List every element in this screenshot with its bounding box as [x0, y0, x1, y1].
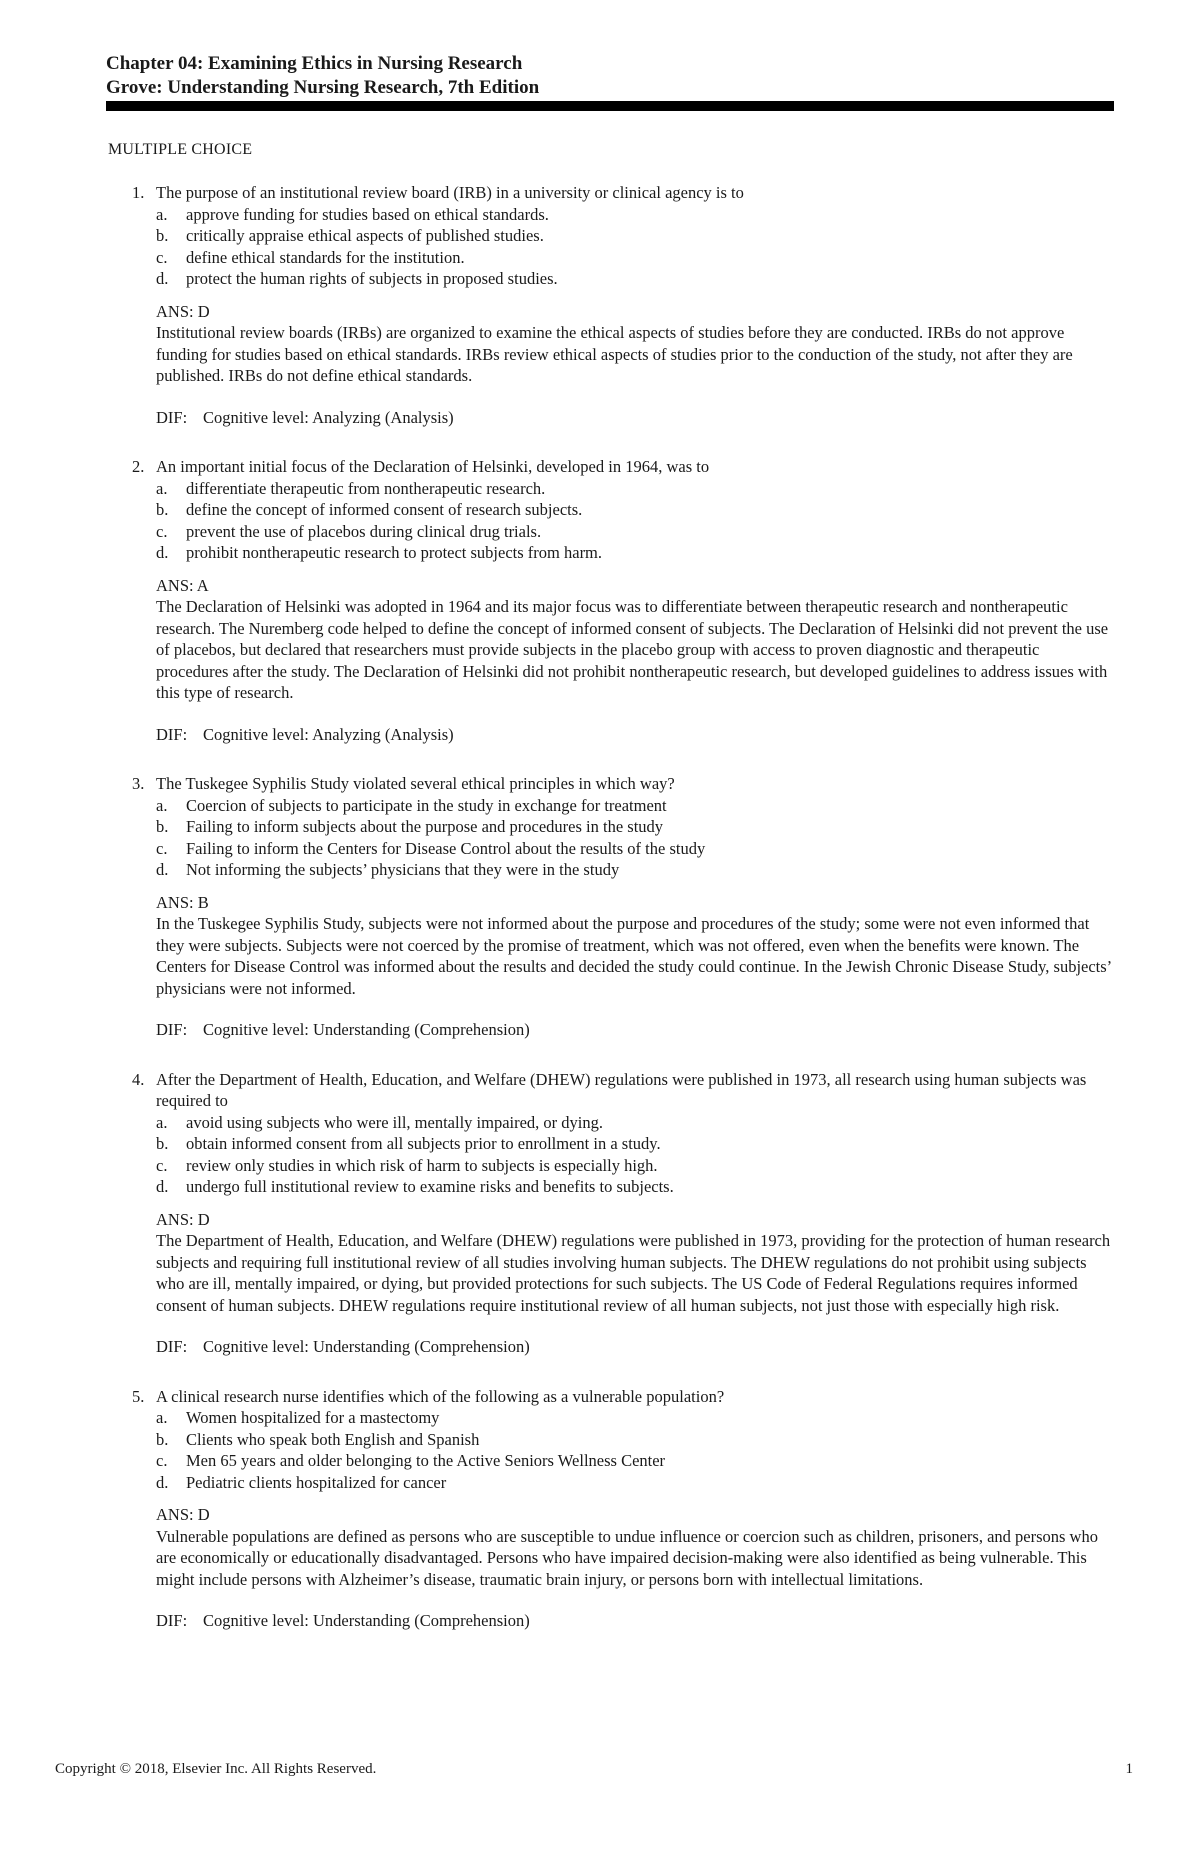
choice-letter: d.: [156, 543, 169, 562]
choice-letter: a.: [156, 1408, 168, 1427]
rationale: Institutional review boards (IRBs) are organized to examine the ethical aspects of studies before they are conducted. IRBs do not approve funding for studies based on ethical standards. IRBs review ethical aspects of studies prior to the conduction of the study, not after they are published. IRBs do not define ethical standards.: [156, 323, 1073, 385]
difficulty-label: DIF:: [156, 1611, 188, 1630]
question-number: 1.: [132, 183, 145, 202]
choice: [156, 1429, 1114, 1451]
choice: [156, 542, 1114, 564]
choice: [156, 225, 1114, 247]
choice-letter: a.: [156, 1112, 168, 1132]
difficulty: [156, 1610, 1114, 1632]
difficulty: [156, 407, 1114, 429]
choice: [156, 268, 1114, 290]
choice-text: prevent the use of placebos during clinical drug trials.: [186, 521, 542, 541]
choice-letter: c.: [156, 1451, 168, 1470]
choice-letter: b.: [156, 1429, 169, 1449]
answer: ANS: D: [156, 1505, 210, 1524]
choice-letter: c.: [156, 521, 168, 541]
difficulty-label: DIF:: [156, 724, 188, 744]
choice-list: [156, 204, 1114, 290]
difficulty-label: DIF:: [156, 1337, 188, 1356]
answer: ANS: D: [156, 301, 210, 321]
answer: ANS: D: [156, 1209, 210, 1229]
choice-letter: d.: [156, 1177, 169, 1196]
difficulty-value: Cognitive level: Analyzing (Analysis): [203, 724, 454, 744]
header-rule: [106, 101, 1114, 111]
choice-text: differentiate therapeutic from nontherapeutic research.: [186, 478, 546, 498]
section-title: MULTIPLE CHOICE: [108, 141, 253, 158]
question-number: 2.: [132, 457, 145, 476]
choice-letter: c.: [156, 838, 168, 858]
choice-text: Failing to inform the Centers for Disease Control about the results of the study: [186, 838, 706, 858]
choice-text: obtain informed consent from all subjects prior to enrollment in a study.: [186, 1134, 661, 1153]
choice-letter: d.: [156, 1472, 169, 1492]
question: [108, 1069, 1114, 1358]
answer: ANS: B: [156, 892, 209, 912]
rationale: In the Tuskegee Syphilis Study, subjects were not informed about the purpose and procedures of the study; some were not even informed that they were subjects. Subjects were not coerced by the promise of treatment, which was not offered, even when the benefits were known. The Centers for Disease Control was informed about the results and decided the study could continue. In the Jewish Chronic Disease Study, subjects’ physicians were not informed.: [156, 914, 1111, 998]
choice-letter: c.: [156, 247, 168, 267]
question-stem: After the Department of Health, Education, and Welfare (DHEW) regulations were published in 1973, all research using human subjects was required to: [156, 1069, 1087, 1110]
choice: [156, 859, 1114, 881]
choice-text: define the concept of informed consent of research subjects.: [186, 500, 583, 519]
rationale: Vulnerable populations are defined as persons who are susceptible to undue influence or coercion such as children, prisoners, and persons who are economically or educationally disadvantaged. Persons who have impaired decision-making were also identified as being vulnerable. This might include persons with Alzheimer’s disease, traumatic brain injury, or persons born with intellectual limitations.: [156, 1526, 1098, 1589]
choice: [156, 499, 1114, 521]
difficulty: [156, 724, 1114, 746]
choice-list: [156, 795, 1114, 881]
choice-text: prohibit nontherapeutic research to protect subjects from harm.: [186, 543, 603, 562]
choice: [156, 838, 1114, 860]
choice: [156, 478, 1114, 500]
difficulty-value: Cognitive level: Analyzing (Analysis): [203, 407, 454, 427]
choice-text: critically appraise ethical aspects of published studies.: [186, 226, 544, 245]
choice-text: Not informing the subjects’ physicians that they were in the study: [186, 860, 620, 879]
question: [108, 773, 1114, 1041]
difficulty-value: Cognitive level: Understanding (Comprehension): [203, 1611, 530, 1630]
difficulty-label: DIF:: [156, 1020, 188, 1039]
choice-text: review only studies in which risk of harm to subjects is especially high.: [186, 1155, 658, 1175]
question-stem: A clinical research nurse identifies which of the following as a vulnerable population?: [156, 1386, 725, 1406]
rationale: The Department of Health, Education, and Welfare (DHEW) regulations were published in 1973, providing for the protection of human research subjects and requiring full institutional review of all studies involving human subjects. The DHEW regulations do not prohibit using subjects who are ill, mentally impaired, or dying, but provided protections for such subjects. The US Code of Federal Regulations requires informed consent of human subjects. DHEW regulations require institutional review of all human subjects, not just those with especially high risk.: [156, 1231, 1111, 1315]
choice: [156, 1155, 1114, 1177]
choice-letter: d.: [156, 860, 169, 879]
question-list: [108, 182, 1114, 1660]
choice-list: [156, 1112, 1114, 1198]
question-stem: The purpose of an institutional review board (IRB) in a university or clinical agency is to: [156, 183, 744, 202]
choice: [156, 1450, 1114, 1472]
choice-text: Failing to inform subjects about the purpose and procedures in the study: [186, 817, 664, 836]
chapter-title: Chapter 04: Examining Ethics in Nursing Research: [106, 53, 523, 74]
difficulty-value: Cognitive level: Understanding (Comprehension): [203, 1337, 530, 1356]
choice-text: Coercion of subjects to participate in the study in exchange for treatment: [186, 795, 667, 815]
choice-letter: a.: [156, 795, 168, 815]
question-number: 4.: [132, 1069, 145, 1089]
choice-text: Pediatric clients hospitalized for cancer: [186, 1472, 447, 1492]
choice: [156, 204, 1114, 226]
difficulty: [156, 1019, 1114, 1041]
choice-letter: b.: [156, 817, 169, 836]
choice-letter: a.: [156, 478, 168, 498]
choice-letter: a.: [156, 204, 168, 224]
choice-letter: b.: [156, 500, 169, 519]
choice-letter: d.: [156, 269, 169, 288]
rationale: The Declaration of Helsinki was adopted in 1964 and its major focus was to differentiate between therapeutic research and nontherapeutic research. The Nuremberg code helped to define the concept of informed consent of subjects. The Declaration of Helsinki did not prevent the use of placebos, but declared that researchers must provide subjects in the placebo group with access to proven diagnostic and therapeutic procedures after the study. The Declaration of Helsinki did not prohibit nontherapeutic research, but developed guidelines to address issues with this type of research.: [156, 597, 1109, 702]
choice: [156, 247, 1114, 269]
question: [108, 182, 1114, 428]
choice-list: [156, 1407, 1114, 1493]
question-number: 5.: [132, 1386, 145, 1406]
page-footer: [55, 1761, 1133, 1778]
document-header: [106, 52, 1114, 100]
choice-letter: c.: [156, 1155, 168, 1175]
question-number: 3.: [132, 774, 145, 793]
book-title: Grove: Understanding Nursing Research, 7th Edition: [106, 77, 540, 98]
choice: [156, 1133, 1114, 1155]
choice: [156, 795, 1114, 817]
difficulty-value: Cognitive level: Understanding (Comprehension): [203, 1020, 530, 1039]
choice: [156, 1176, 1114, 1198]
question-stem: An important initial focus of the Declaration of Helsinki, developed in 1964, was to: [156, 457, 710, 476]
copyright-notice: Copyright © 2018, Elsevier Inc. All Rights Reserved.: [55, 1761, 377, 1777]
answer: ANS: A: [156, 575, 209, 595]
choice-text: avoid using subjects who were ill, mentally impaired, or dying.: [186, 1112, 604, 1132]
choice: [156, 521, 1114, 543]
choice: [156, 1112, 1114, 1134]
question: [108, 456, 1114, 745]
choice-text: protect the human rights of subjects in proposed studies.: [186, 269, 558, 288]
difficulty-label: DIF:: [156, 407, 188, 427]
choice-text: Men 65 years and older belonging to the Active Seniors Wellness Center: [186, 1451, 666, 1470]
choice: [156, 816, 1114, 838]
choice-text: undergo full institutional review to examine risks and benefits to subjects.: [186, 1177, 674, 1196]
choice-text: Women hospitalized for a mastectomy: [186, 1408, 440, 1427]
question: [108, 1386, 1114, 1632]
choice-text: define ethical standards for the institution.: [186, 247, 465, 267]
difficulty: [156, 1336, 1114, 1358]
choice-text: approve funding for studies based on ethical standards.: [186, 204, 549, 224]
choice: [156, 1407, 1114, 1429]
choice: [156, 1472, 1114, 1494]
choice-letter: b.: [156, 226, 169, 245]
choice-letter: b.: [156, 1134, 169, 1153]
page-number: 1: [1125, 1761, 1133, 1777]
choice-list: [156, 478, 1114, 564]
choice-text: Clients who speak both English and Spanish: [186, 1429, 480, 1449]
question-stem: The Tuskegee Syphilis Study violated several ethical principles in which way?: [156, 774, 675, 793]
